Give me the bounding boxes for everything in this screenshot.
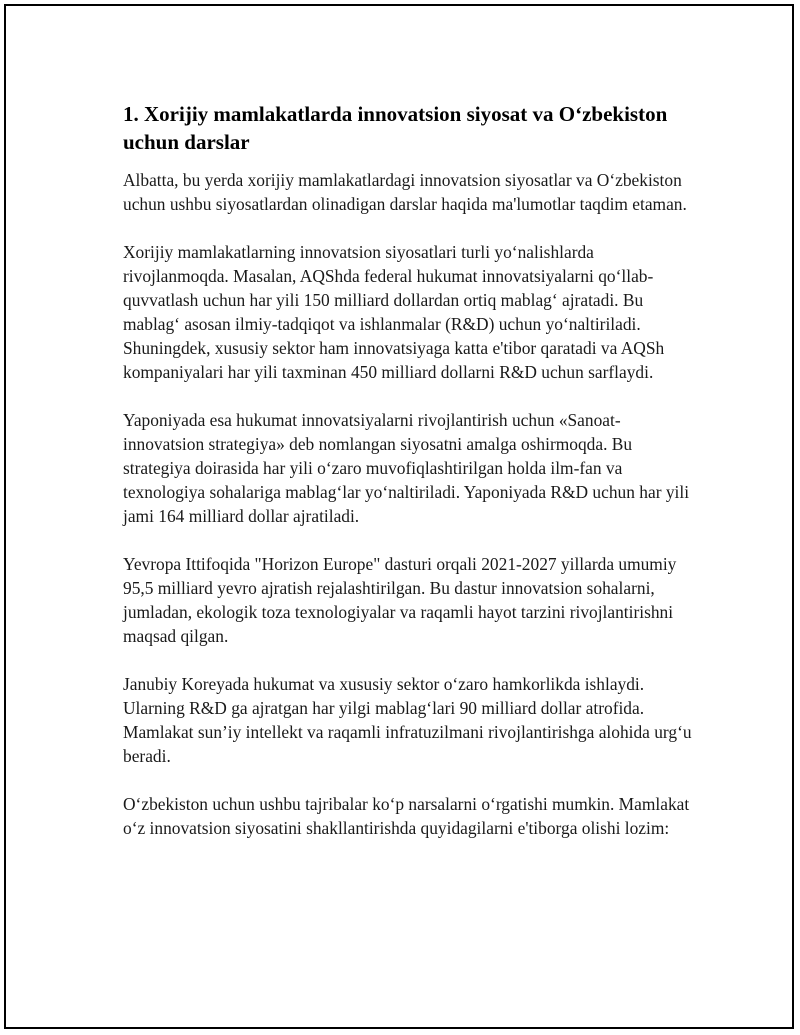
- paragraph-usa: Xorijiy mamlakatlarning innovatsion siyosatlari turli yo‘nalishlarda rivojlanmoqda. Masalan, AQShda federal hukumat innovatsiyalarni qo‘llab-quvvatlash uchun har yili 150 milliard dollardan ortiq mablag‘ ajratadi. Bu mablag‘ asosan ilmiy-tadqiqot va ishlanmalar (R&D) uchun yo‘naltiriladi. Shuningdek, xususiy sektor ham innovatsiyaga katta e'tibor qaratadi va AQSh kompaniyalari har yili taxminan 450 milliard dollarni R&D uchun sarflaydi.: [123, 242, 665, 382]
- section-heading: 1. Xorijiy mamlakatlarda innovatsion siyosat va O‘zbekiston uchun darslar: [123, 102, 668, 154]
- paragraph-korea: Janubiy Koreyada hukumat va xususiy sektor o‘zaro hamkorlikda ishlaydi. Ularning R&D ga ajratgan har yilgi mablag‘lari 90 milliard dollar atrofida. Mamlakat sun’iy intellekt va raqamli infratuzilmani rivojlantirishga alohida urg‘u beradi.: [123, 674, 692, 766]
- paragraph-eu: Yevropa Ittifoqida "Horizon Europe" dasturi orqali 2021-2027 yillarda umumiy 95,5 milliard yevro ajratish rejalashtirilgan. Bu dastur innovatsion sohalarni, jumladan, ekologik toza texnologiyalar va raqamli hayot tarzini rivojlantirishni maqsad qilgan.: [123, 554, 677, 646]
- document-body: [123, 100, 693, 864]
- page-frame: [4, 4, 794, 1029]
- paragraph-intro: Albatta, bu yerda xorijiy mamlakatlardagi innovatsion siyosatlar va O‘zbekiston uchun ushbu siyosatlardan olinadigan darslar haqida ma'lumotlar taqdim etaman.: [123, 170, 687, 214]
- paragraph-japan: Yaponiyada esa hukumat innovatsiyalarni rivojlantirish uchun «Sanoat-innovatsion strategiya» deb nomlangan siyosatni amalga oshirmoqda. Bu strategiya doirasida har yili o‘zaro muvofiqlashtirilgan holda ilm-fan va texnologiya sohalariga mablag‘lar yo‘naltiriladi. Yaponiyada R&D uchun har yili jami 164 milliard dollar ajratiladi.: [123, 410, 690, 526]
- paragraph-uzbekistan: O‘zbekiston uchun ushbu tajribalar ko‘p narsalarni o‘rgatishi mumkin. Mamlakat o‘z innovatsion siyosatini shakllantirishda quyidagilarni e'tiborga olishi lozim:: [123, 794, 690, 838]
